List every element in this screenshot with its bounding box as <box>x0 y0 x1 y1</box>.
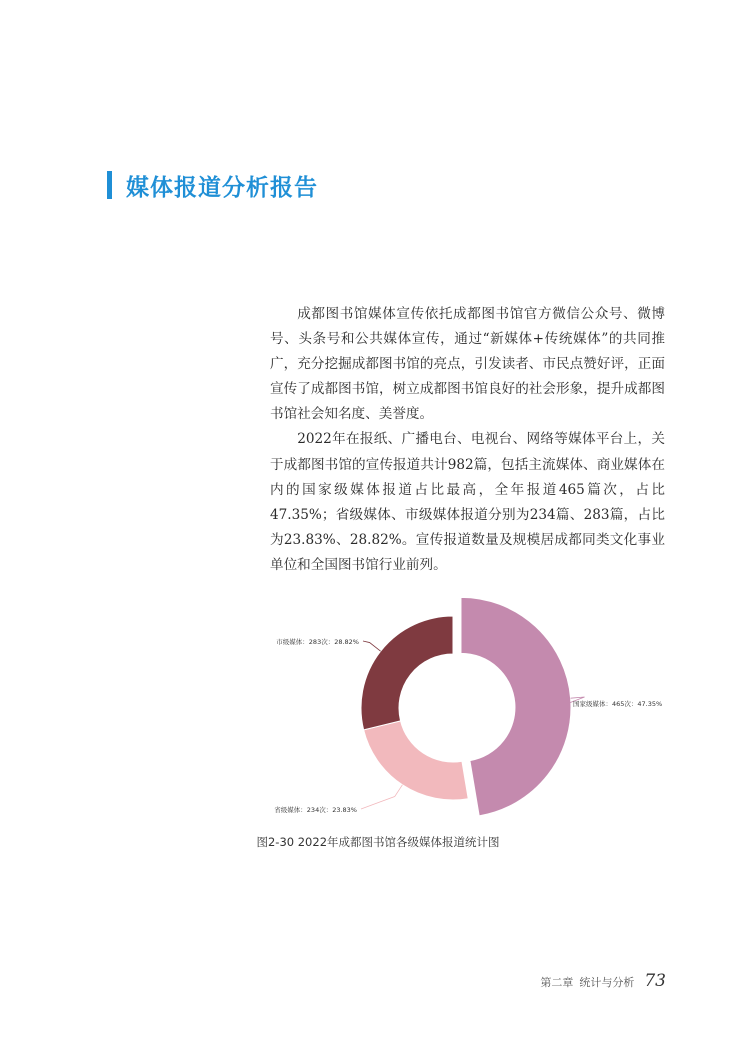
leader-line-1 <box>361 785 402 809</box>
paragraph: 成都图书馆媒体宣传依托成都图书馆官方微信公众号、微博号、头条号和公共媒体宣传，通过“新媒体+传统媒体”的共同推广，充分挖掘成都图书馆的亮点，引发读者、市民点赞好评，正面宣传了成都图书馆，树立成都图书馆良好的社会形象，提升成都图书馆社会知名度、美誉度。 <box>270 306 665 423</box>
data-label-0: 国家级媒体：465次：47.35% <box>573 700 663 708</box>
section-title-text: 媒体报道分析报告 <box>126 174 318 201</box>
title-accent-bar <box>107 171 112 199</box>
footer-section: 统计与分析 <box>579 976 635 989</box>
figure-caption: 图2-30 2022年成都图书馆各级媒体报道统计图 <box>256 835 500 849</box>
section-title <box>107 170 318 200</box>
body-text <box>270 302 665 578</box>
pie-slice-1 <box>364 721 469 800</box>
paragraph: 2022年在报纸、广播电台、电视台、网络等媒体平台上，关于成都图书馆的宣传报道共计982篇，包括主流媒体、商业媒体在内的国家级媒体报道占比最高，全年报道465篇次，占比47.35%；省级媒体、市级媒体报道分别为234篇、283篇，占比为23.83%、28.82%。宣传报道数量及规模居成都同类文化事业单位和全国图书馆行业前列。 <box>270 431 665 573</box>
footer-chapter: 第二章 <box>540 976 574 989</box>
pie-slice-0 <box>461 597 571 815</box>
leader-line-2 <box>363 641 381 651</box>
page-footer <box>540 971 666 991</box>
donut-chart <box>255 590 695 830</box>
page-number: 73 <box>644 971 666 991</box>
data-label-2: 市级媒体：283次：28.82% <box>276 638 359 646</box>
data-label-1: 省级媒体：234次：23.83% <box>274 806 357 814</box>
pie-slice-2 <box>361 616 453 730</box>
